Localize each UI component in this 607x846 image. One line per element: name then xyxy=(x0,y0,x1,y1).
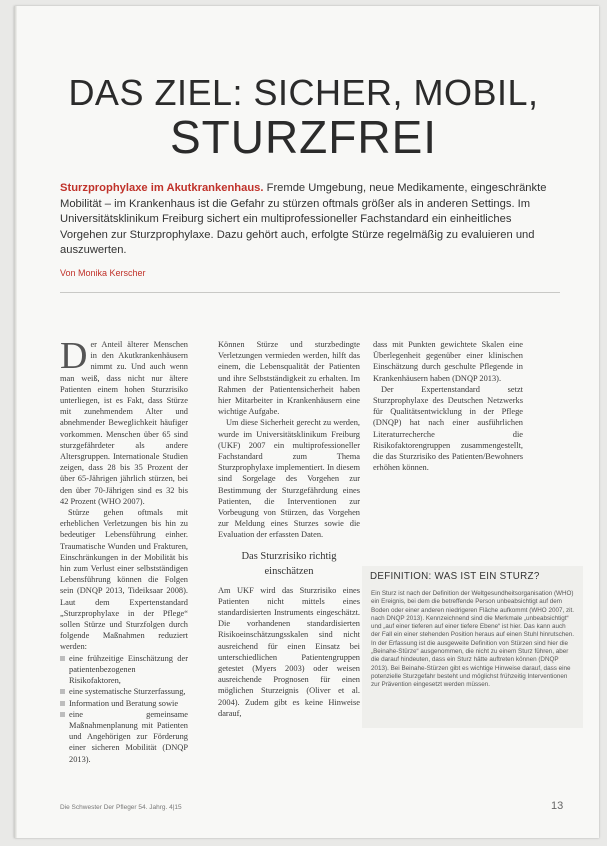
list-item: eine gemeinsame Maßnahmenplanung mit Patienten und Angehörigen zur Förderung einer sicheren Mobilität (DNQP 2013). xyxy=(60,709,188,765)
paragraph: Stürze gehen oftmals mit erheblichen Verletzungen bis hin zu bedeutiger Lebensführung einher. Traumatische Wunden und Frakturen, Einschränkungen in der Mobilität bis hin zum Verlust einer selbstständigen Lebensführung können die Folgen sein (DNQP 2013, Tideiksaar 2008). Laut dem Expertenstandard „Sturzprophylaxe in der Pflege“ sollen Stürze und Sturzfolgen durch folgende Maßnahmen reduziert werden: xyxy=(60,508,188,652)
measures-list xyxy=(60,653,188,765)
paragraph: Um diese Sicherheit gerecht zu werden, wurde im Universitätsklinikum Freiburg (UKF) 2007 ein multiprofessioneller Fachstandard zum Thema Sturzprophylaxe implementiert. In diesem sind Sorgelage des Vorgehen zur Bestimmung der Sturzgefährdung eines Patienten, die Interventionen zur Vorbeugung von Stürzen, das Vorgehen zur Meldung eines Sturzes sowie die Evaluation der erfassten Daten. xyxy=(218,418,360,540)
page-number: 13 xyxy=(551,800,564,812)
footer-source: Die Schwester Der Pfleger 54. Jahrg. 4|15 xyxy=(60,804,182,811)
paragraph: dass mit Punkten gewichtete Skalen eine Überlegenheit gegenüber einer klinischen Einschätzung durch geschulte Pflegende in Krankenhäusern haben (DNQP 2013). xyxy=(373,340,523,383)
drop-cap: D xyxy=(60,335,88,377)
list-item: eine frühzeitige Einschätzung der patientenbezogenen Risikofaktoren, xyxy=(60,653,188,687)
paragraph: Am UKF wird das Sturzrisiko eines Patienten nicht mittels eines standardisierten Instruments eingeschätzt. Die vorhandenen standardisierten Risikoeinschätzungsskalen sind nicht ausreichend für einen Einsatz bei unterschiedlichen Patientengruppen getestet (Myers 2003) oder weisen ausreichende Prognosen für einen möglichen Sturzeignis (Oliver et al. 2004). Zudem gibt es keine Hinweise darauf, xyxy=(218,585,360,718)
paragraph: Der Expertenstandard setzt Sturzprophylaxe des Deutschen Netzwerks für Qualitätsentwicklung in der Pflege (DNQP) hat nach einer ausführlichen Literaturrecherche die Risikofaktorengruppen zusammengestellt, die das Sturzrisiko des Patienten/Bewohners erhöhen können. xyxy=(373,384,523,473)
text-column-1 xyxy=(60,335,188,765)
intro-paragraph xyxy=(60,335,188,507)
lead-text: Fremde Umgebung, neue Medikamente, eingeschränkte Mobilität – im Krankenhaus ist die Gefahr zu stürzen oftmals größer als in anderen Settings. Im Universitätsklinikum Freiburg sichert ein multiprofessioneller Fachstandard ein einheitliches Vorgehen zur Sturzprophylaxe. Dazu gehört auch, erfolgte Stürze regelmäßig zu evaluieren und auszuwerten. xyxy=(60,182,547,256)
list-item: Information und Beratung sowie xyxy=(60,698,188,709)
definition-box-text: Ein Sturz ist nach der Definition der Weltgesundheitsorganisation (WHO) ein Ereignis, bei dem die betreffende Person unbeabsichtigt auf dem Boden oder einer anderen niedrigeren Fläche aufkommt (WHO 2007, zit. nach DNQP 2013). Kennzeichnend sind die Merkmale „unbeabsichtigt“ und „auf einer tieferen auf einer tiefere Ebene“ ist hier. Das kann auch der Fall ein einer stehenden Position heraus auf einen Stuhl hinrutschen. In der Erfassung ist die ausgeweite Definition von Stürzen sind hier die „Beinahe-Stürze“ ausgenommen, die nicht zu einem Sturz führen, aber die darauf hindeuten, dass ein Sturz hätte auftreten können (DNQP 2013). Bei Beinahe-Stürzen gibt es wichtige Hinweise darauf, dass eine potenzielle Sturzgefahr besteht und möglichst frühzeitig Interventionen zur Prävention eingesetzt werden müssen. xyxy=(371,590,575,689)
author-byline: Von Monika Kerscher xyxy=(60,268,146,278)
definition-box xyxy=(362,566,583,728)
text-column-2 xyxy=(218,339,360,719)
lead-paragraph xyxy=(60,181,560,259)
definition-box-title: DEFINITION: WAS IST EIN STURZ? xyxy=(370,571,540,582)
section-subheading xyxy=(218,549,360,579)
article-title-line-1: DAS ZIEL: SICHER, MOBIL, xyxy=(68,72,539,113)
divider-rule xyxy=(60,292,560,293)
list-item: eine systematische Sturzerfassung, xyxy=(60,686,188,697)
paragraph-text: er Anteil älterer Menschen in den Akutkrankenhäusern nimmt zu. Und auch wenn man weiß, dass nicht nur ältere Patienten einem hohen Sturzrisiko unterliegen, ist es Fakt, dass Stürze mit zunehmendem Alter und abnehmender Beweglichkeit häufiger vorkommen. Menschen über 65 sind sturzgefährdeter als andere Altersgruppen. Internationale Studien zeigen, dass 28 bis 35 Prozent der über 65-Jährigen jährlich stürzen, bei den über 70-Jährigen sind es 32 bis 42 Prozent (WHO 2007). xyxy=(60,340,188,506)
subheading-line: einschätzen xyxy=(264,565,314,577)
subheading-line: Das Sturzrisiko richtig xyxy=(241,550,337,562)
text-column-3 xyxy=(373,339,523,473)
paragraph: Können Stürze und sturzbedingte Verletzungen vermieden werden, hilft das einem, die Lebensqualität der Patienten und ihre Selbstständigkeit zu erhalten. Im Rahmen der Patientensicherheit haben hier Mitarbeiter in Krankenhäusern eine wichtige Aufgabe. xyxy=(218,340,360,417)
article-title-line-2: STURZFREI xyxy=(169,111,438,163)
lead-highlight: Sturzprophylaxe im Akutkrankenhaus. xyxy=(60,182,264,194)
